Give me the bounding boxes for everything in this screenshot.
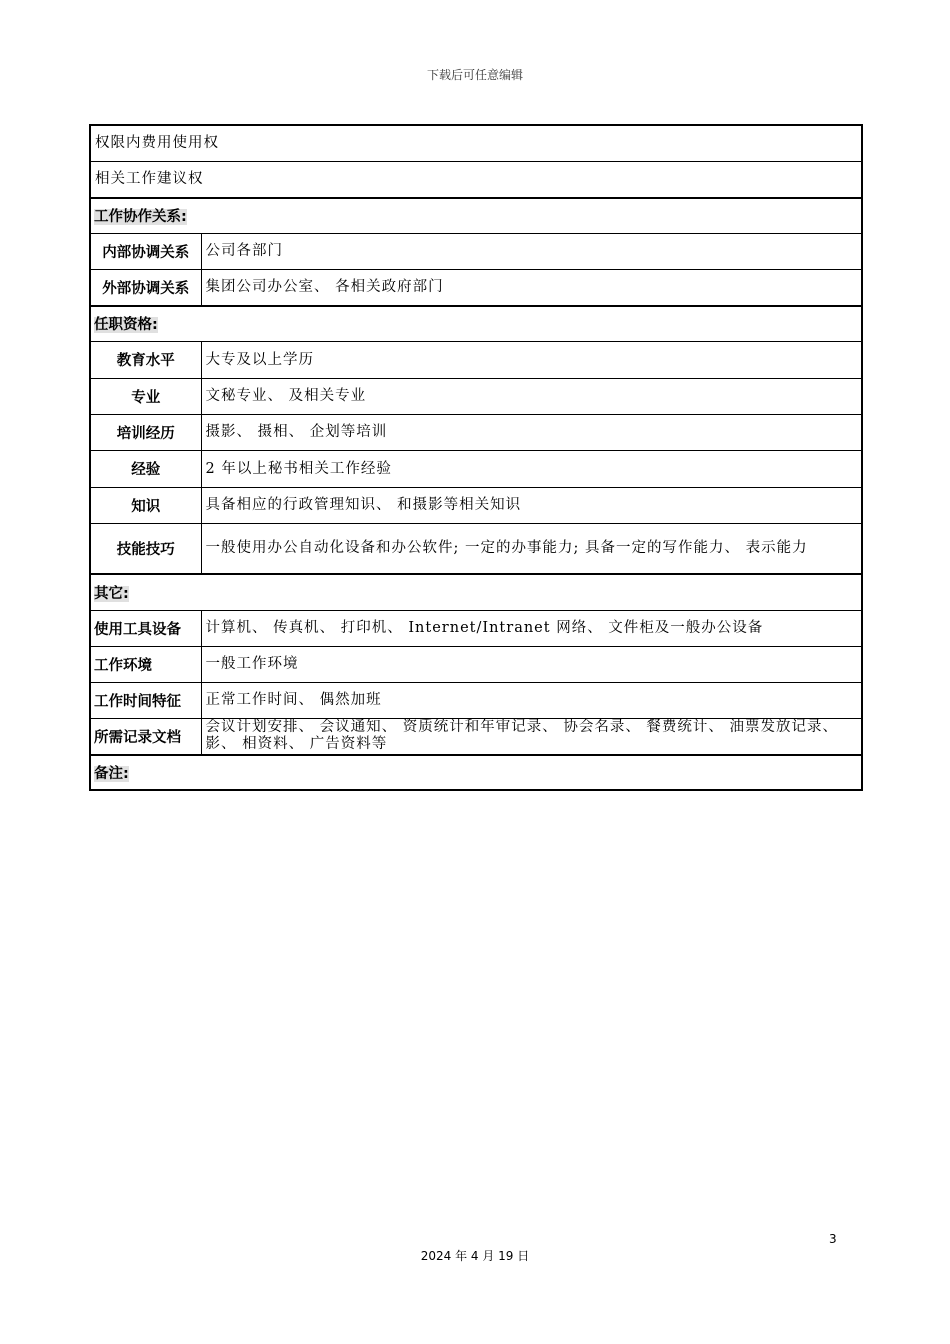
rights-row [90,161,862,198]
section-qualifications-title: 任职资格: [94,317,158,334]
table-row [90,269,862,306]
section-collaboration-title: 工作协作关系: [94,209,187,226]
table-row [90,378,862,414]
field-label: 知识 [90,487,201,523]
field-label: 培训经历 [90,414,201,450]
footer-date: 2024 年 4 月 19 日 [420,1249,530,1263]
table-row [90,450,862,487]
field-label: 技能技巧 [90,523,201,574]
field-label: 内部协调关系 [90,233,201,269]
section-remarks-title: 备注: [94,766,129,782]
section-row [90,574,862,610]
table-row [90,341,862,378]
section-row [90,198,862,233]
field-value: 正常工作时间、 偶然加班 [201,682,862,718]
field-label: 外部协调关系 [90,269,201,306]
section-other [90,574,862,610]
table-row [90,718,862,755]
field-value: 计算机、 传真机、 打印机、 Internet/Intranet 网络、 文件柜及一般办公设备 [201,610,862,646]
table-row [90,487,862,523]
header-note: 下载后可任意编辑 [426,68,523,82]
table-row [90,610,862,646]
section-qualifications [90,306,862,341]
section-other-title: 其它: [94,585,129,602]
field-value: 公司各部门 [201,233,862,269]
field-label: 所需记录文档 [90,718,201,755]
right-suggestion: 相关工作建议权 [90,161,862,198]
section-collaboration [90,198,862,233]
table-row [90,682,862,718]
job-description-table [89,124,863,791]
field-label: 使用工具设备 [90,610,201,646]
field-label: 教育水平 [90,341,201,378]
field-label: 经验 [90,450,201,487]
field-value: 集团公司办公室、 各相关政府部门 [201,269,862,306]
field-value: 文秘专业、 及相关专业 [201,378,862,414]
field-value: 会议计划安排、 会议通知、 资质统计和年审记录、 协会名录、 餐费统计、 油票发放记录、 影、 相资料、 广告资料等 [201,718,862,755]
section-row [90,306,862,341]
field-label: 专业 [90,378,201,414]
section-row [90,755,862,790]
field-value: 2 年以上秘书相关工作经验 [201,450,862,487]
field-label: 工作时间特征 [90,682,201,718]
field-value: 一般工作环境 [201,646,862,682]
table-row [90,523,862,574]
right-expense: 权限内费用使用权 [90,125,862,161]
field-value: 一般使用办公自动化设备和办公软件; 一定的办事能力; 具备一定的写作能力、 表示能力 [201,523,862,574]
table-row [90,233,862,269]
field-value: 大专及以上学历 [201,341,862,378]
table-row [90,646,862,682]
rights-row [90,125,862,161]
field-value: 具备相应的行政管理知识、 和摄影等相关知识 [201,487,862,523]
field-label: 工作环境 [90,646,201,682]
section-remarks [90,755,862,790]
table-row [90,414,862,450]
page-number: 3 [829,1232,837,1246]
field-value: 摄影、 摄相、 企划等培训 [201,414,862,450]
